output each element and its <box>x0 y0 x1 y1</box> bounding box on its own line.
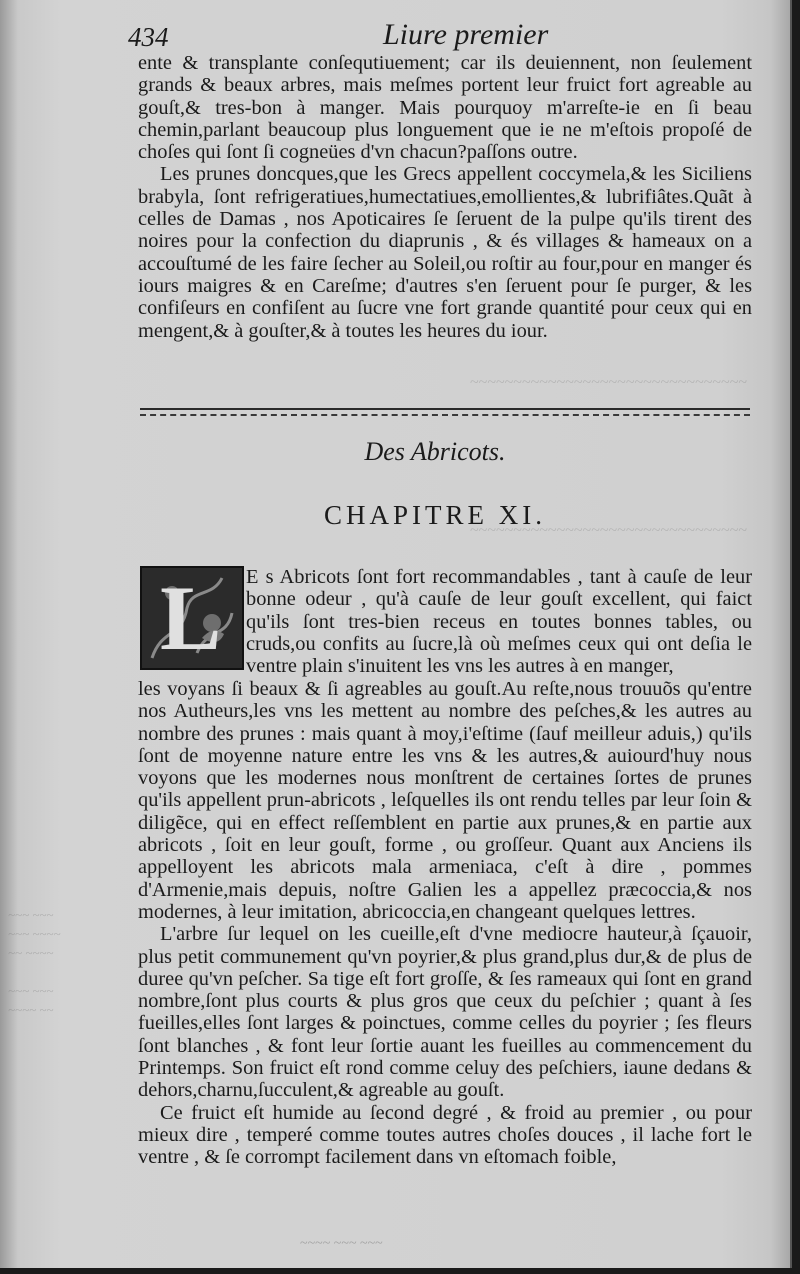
section-divider-rule <box>140 408 750 410</box>
chapter-opening-lines: E s Abricots ſont fort recommandables , tant à cauſe de leur bonne odeur , qu'à cauſe de leur gouſt excellent, qui faict qu'ils ſont tres-bien receus en toutes bonnes tables, ou cruds,ou confits au ſucre,là où meſmes ceux qui ont deſia le ventre plain s'inuitent les vns les autres à en manger, <box>246 566 752 678</box>
paragraph-arbre: L'arbre ſur lequel on les cueille,eſt d'vne mediocre hauteur,à ſçauoir, plus petit communement qu'vn poyrier,& plus grand,plus dur,& de plus de duree qu'vn peſcher. Sa tige eſt fort groſſe, & ſes rameaux qui ſont en grand nombre,ſont plus courts & plus gros que ceux du peſchier ; quant à ſes fueilles,elles ſont larges & poinctues, comme celles du poyrier ; ſes fleurs ſont blanches , & font leur ſortie auant les fueilles au commencement du Printemps. Son fruict eſt rond comme celuy des peſchiers, iaune dedans & dehors,charnu,ſucculent,& agreable au gouſt. <box>138 923 752 1102</box>
paragraph-abricots-classification: les voyans ſi beaux & ſi agreables au gouſt.Au reſte,nous trouuõs qu'entre nos Autheurs,les vns les mettent au nombre des peſches,& les autres au nombre des prunes : mais quant à moy,i'eſtime (ſauf meilleur aduis,) qu'ils ſont de moyenne nature entre les vns & les autres,& auiourd'huy nous voyons que les modernes nous monſtrent de certaines ſortes de prunes qu'ils appellent prun-abricots , leſquelles ils ont rendu telles par leur ſoin & diligẽce, qui en effect reſſemblent en partie aux prunes,& en partie aux abricots , ſoit en leur gouſt, forme , ou groſſeur. Quant aux Anciens ils appelloyent les abricots mala armeniaca, c'eſt à dire , pommes d'Armenie,mais depuis, noſtre Galien les a appellez præcoccia,& nos modernes, à leur imitation, abricoccia,en changeant quelques lettres. <box>138 678 752 923</box>
top-text-block <box>138 52 752 342</box>
running-title: Liure premier <box>383 18 549 51</box>
page-header <box>128 16 750 52</box>
bleed-through-text: ~~~~~~~~~~~~~~~~~~~~~~~~~~~~~~~~ <box>470 522 747 539</box>
section-divider-rule-dashed <box>140 414 750 416</box>
chapter-heading: CHAPITRE XI. <box>324 500 546 530</box>
page-number: 434 <box>128 22 169 52</box>
footer-bleed-through: ~~~~ ~~~ ~~~ <box>300 1236 383 1251</box>
chapter-text-block <box>138 678 752 1169</box>
decorated-initial <box>140 566 244 670</box>
bleed-through-text: ~~~~~~~~~~~~~~~~~~~~~~~~~~~~~~~~ <box>470 374 747 391</box>
margin-bleed-through: ~~~ ~~~ ~~~ ~~~~ ~~ ~~~~ ~~~ ~~~ ~~~~ ~~ <box>8 907 61 1017</box>
dropcap-letter: L <box>160 567 222 669</box>
section-title: Des Abricots. <box>364 437 506 466</box>
paragraph-prunes: Les prunes doncques,que les Grecs appellent coccymela,& les Siciliens brabyla, ſont refrigeratiues,humectatiues,emollientes,& lubrifiâtes.Quãt à celles de Damas , nos Apoticaires ſe ſeruent de la pulpe qu'ils tirent des noires pour la confection du diaprunis , & és villages & hameaux on a accouſtumé de les faire ſecher au Soleil,ou roſtir au four,pour en manger és iours maigres & en Careſme; d'autres s'en ſeruent pour ſe purger, & les confiſeurs en confiſent au ſucre vne fort grande quantité pour ceux qui en mengent,& à gouſter,& à toutes les heures du iour. <box>138 163 752 342</box>
paragraph-fruict: Ce fruict eſt humide au ſecond degré , & froid au premier , ou pour mieux dire , temperé comme toutes autres choſes douces , il lache fort le ventre , & ſe corrompt facilement dans vn eſtomach foible, <box>138 1101 752 1169</box>
paragraph-continuation: ente & transplante conſequtiuement; car ils deuiennent, non ſeulement grands & beaux arbres, mais meſmes portent leur fruict fort agreable au gouſt,& tres-bon à manger. Mais pourquoy m'arreſte-ie en ſi beau chemin,parlant beaucoup plus longuement que ie ne m'eſtois propoſé de choſes qui ſont ſi cogneües d'vn chacun?paſſons outre. <box>138 52 752 164</box>
